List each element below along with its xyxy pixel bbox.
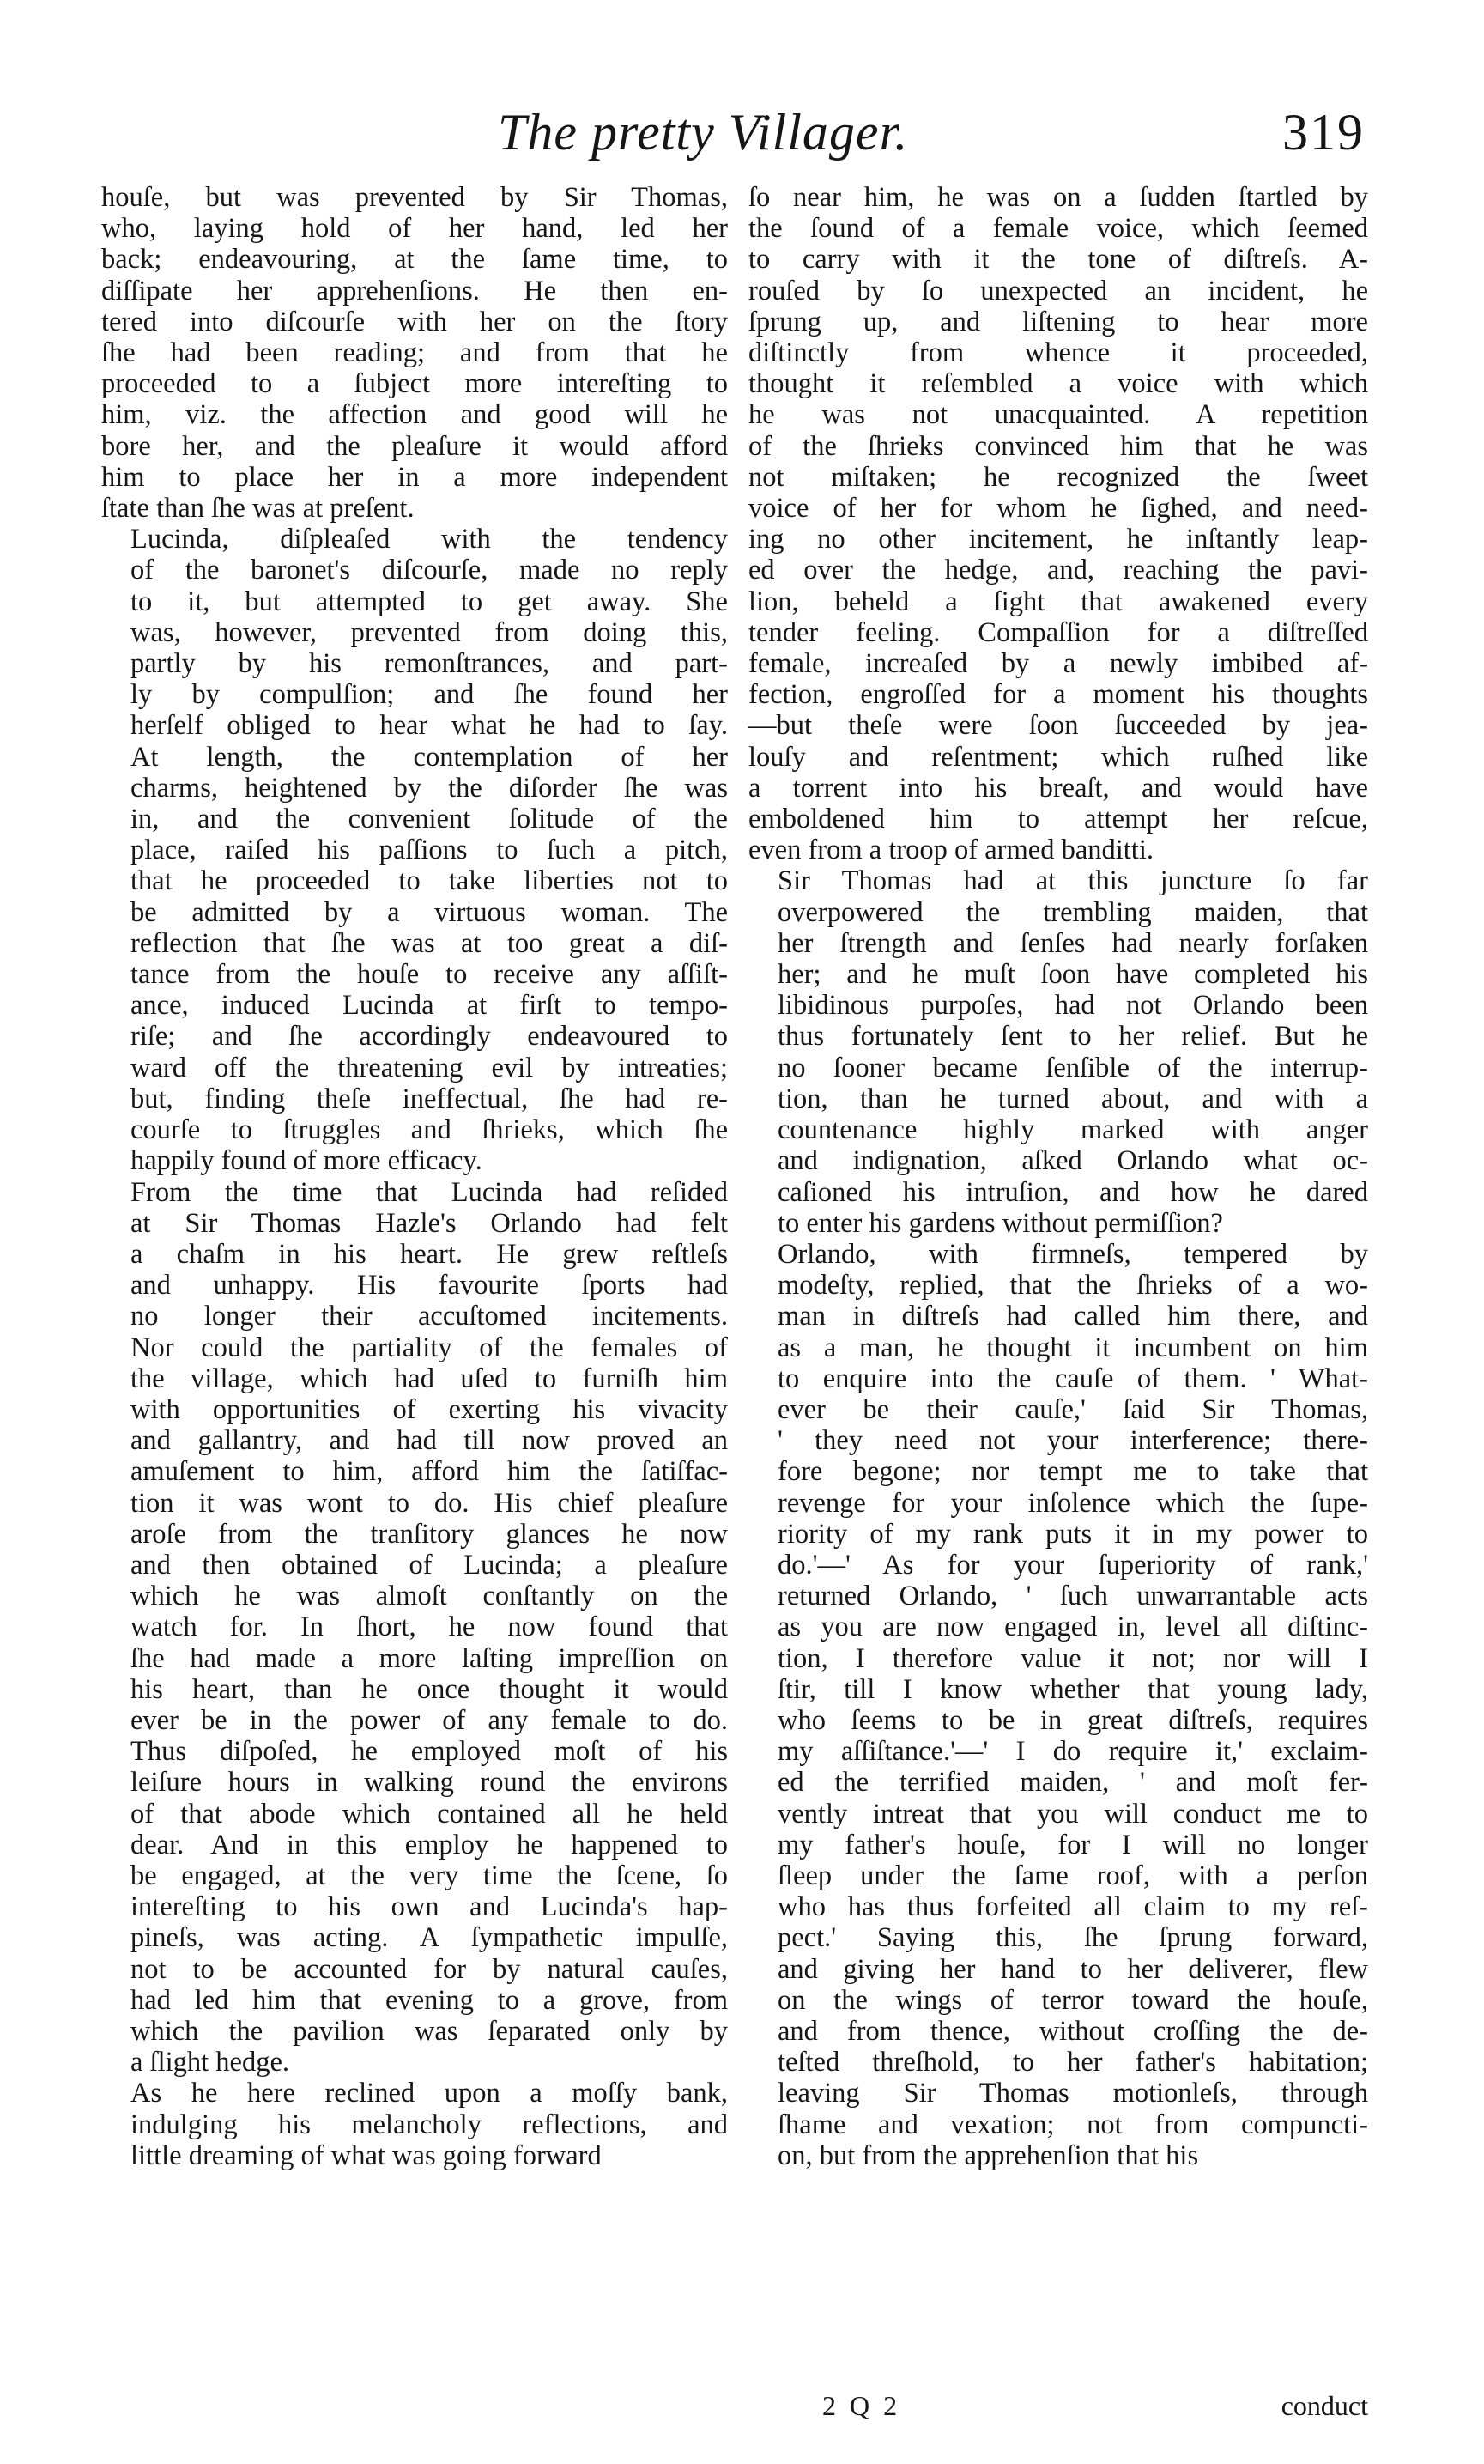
text-line: tered into diſcourſe with her on the ſtory xyxy=(101,306,728,337)
text-line: happily found of more efficacy. xyxy=(130,1145,482,1177)
text-line: tion it was wont to do. His chief pleaſure xyxy=(130,1487,728,1519)
text-line: who ſeems to be in great diſtreſs, requires xyxy=(778,1704,1368,1736)
text-line: lion, beheld a ſight that awakened every xyxy=(748,586,1368,617)
paragraph xyxy=(101,1177,728,2079)
text-line: her; and he muſt ſoon have completed his xyxy=(778,959,1368,991)
paragraph xyxy=(101,524,728,1176)
text-line: to enquire into the cauſe of them. ' What- xyxy=(778,1362,1368,1394)
paragraph xyxy=(748,865,1368,1238)
text-line: aroſe from the tranſitory glances he now xyxy=(130,1518,728,1550)
text-line: who, laying hold of her hand, led her xyxy=(101,213,728,245)
text-line: ſtate than ſhe was at preſent. xyxy=(101,493,415,525)
text-line: dear. And in this employ he happened to xyxy=(130,1829,728,1860)
text-line: but, finding theſe ineffectual, ſhe had re- xyxy=(130,1083,728,1114)
text-line: rouſed by ſo unexpected an incident, he xyxy=(748,275,1368,306)
text-line: —but theſe were ſoon ſucceeded by jea- xyxy=(748,710,1368,742)
text-line: ſleep under the ſame roof, with a perſon xyxy=(778,1860,1368,1891)
text-line: voice of her for whom he ſighed, and need- xyxy=(748,493,1368,525)
text-line: Thus diſpoſed, he employed moſt of his xyxy=(130,1736,728,1768)
text-line: man in diſtreſs had called him there, and xyxy=(778,1301,1368,1332)
text-line: Sir Thomas had at this juncture ſo far xyxy=(778,865,1368,897)
text-line: teſted threſhold, to her father's habitation; xyxy=(778,2047,1368,2079)
text-line: Lucinda, diſpleaſed with the tendency xyxy=(130,524,728,555)
text-line: the ſound of a female voice, which ſeemed xyxy=(748,213,1368,245)
text-line: ward off the threatening evil by intreaties; xyxy=(130,1052,728,1083)
text-line: courſe to ſtruggles and ſhrieks, which ſhe xyxy=(130,1114,728,1146)
text-line: as a man, he thought it incumbent on him xyxy=(778,1332,1368,1363)
text-line: tance from the houſe to receive any aſſiſt- xyxy=(130,959,728,991)
text-line: diſſipate her apprehenſions. He then en- xyxy=(101,275,728,306)
text-line: female, increaſed by a newly imbibed af- xyxy=(748,648,1368,680)
text-line: little dreaming of what was going forward xyxy=(130,2139,602,2171)
text-line: to carry with it the tone of diſtreſs. A- xyxy=(748,244,1368,276)
text-line: with opportunities of exerting his vivacity xyxy=(130,1393,728,1425)
text-line: ed the terrified maiden, ' and moſt fer- xyxy=(778,1767,1368,1799)
text-line: of the baronet's diſcourſe, made no reply xyxy=(130,555,728,586)
text-line: which he was almoſt conſtantly on the xyxy=(130,1581,728,1612)
left-column xyxy=(101,182,728,2171)
text-line: my father's houſe, for I will no longer xyxy=(778,1829,1368,1860)
text-line: indulging his melancholy reflections, and xyxy=(130,2109,728,2140)
text-line: he was not unacquainted. A repetition xyxy=(748,399,1368,431)
text-line: ſhe had made a more laſting impreſſion on xyxy=(130,1642,728,1674)
right-column xyxy=(748,182,1368,2171)
text-line: back; endeavouring, at the ſame time, to xyxy=(101,244,728,276)
paragraph xyxy=(101,182,728,524)
text-line: the village, which had uſed to furniſh him xyxy=(130,1362,728,1394)
text-line: and giving her hand to her deliverer, flew xyxy=(778,1953,1368,1985)
text-line: louſy and reſentment; which ruſhed like xyxy=(748,741,1368,773)
text-line: bore her, and the pleaſure it would afford xyxy=(101,430,728,462)
text-line: a chaſm in his heart. He grew reſtleſs xyxy=(130,1238,728,1270)
text-line: not miſtaken; he recognized the ſweet xyxy=(748,461,1368,493)
text-line: which the pavilion was ſeparated only by xyxy=(130,2015,728,2047)
paragraph xyxy=(748,1239,1368,2171)
text-line: at Sir Thomas Hazle's Orlando had felt xyxy=(130,1207,728,1239)
text-line: ſprung up, and liſtening to hear more xyxy=(748,306,1368,337)
text-line: was, however, prevented from doing this, xyxy=(130,616,728,648)
signature-mark: 2 Q 2 xyxy=(822,2390,901,2421)
text-line: to enter his gardens without permiſſion? xyxy=(778,1207,1223,1239)
text-line: thus fortunately ſent to her relief. But he xyxy=(778,1021,1368,1053)
running-head xyxy=(481,103,1365,172)
text-line: reflection that ſhe was at too great a diſ- xyxy=(130,927,728,959)
text-line: on the wings of terror toward the houſe, xyxy=(778,1984,1368,2016)
text-line: partly by his remonſtrances, and part- xyxy=(130,648,728,680)
text-line: him to place her in a more independent xyxy=(101,461,728,493)
text-line: riſe; and ſhe accordingly endeavoured to xyxy=(130,1021,728,1053)
text-line: vently intreat that you will conduct me to xyxy=(778,1798,1368,1830)
text-line: his heart, than he once thought it would xyxy=(130,1673,728,1705)
paragraph xyxy=(101,2078,728,2171)
text-line: tion, I therefore value it not; nor will I xyxy=(778,1642,1368,1674)
catchword: conduct xyxy=(1281,2390,1368,2421)
text-line: From the time that Lucinda had reſided xyxy=(130,1176,728,1208)
text-line: ing no other incitement, he inſtantly leap- xyxy=(748,524,1368,555)
text-line: amuſement to him, afford him the ſatiſfac- xyxy=(130,1456,728,1488)
paragraph xyxy=(748,182,1368,865)
text-line: Orlando, with firmneſs, tempered by xyxy=(778,1238,1368,1270)
text-line: and unhappy. His favourite ſports had xyxy=(130,1270,728,1302)
text-line: houſe, but was prevented by Sir Thomas, xyxy=(101,182,728,213)
text-line: At length, the contemplation of her xyxy=(130,741,728,773)
text-line: ly by compulſion; and ſhe found her xyxy=(130,679,728,711)
text-line: and from thence, without croſſing the de- xyxy=(778,2015,1368,2047)
text-line: pect.' Saying this, ſhe ſprung forward, xyxy=(778,1922,1368,1954)
text-line: ſo near him, he was on a ſudden ſtartled by xyxy=(748,182,1368,213)
text-line: be engaged, at the very time the ſcene, ſo xyxy=(130,1860,728,1891)
text-line: no longer their accuſtomed incitements. xyxy=(130,1301,728,1332)
text-line: fection, engroſſed for a moment his thoughts xyxy=(748,679,1368,711)
text-line: herſelf obliged to hear what he had to ſay. xyxy=(130,710,728,742)
text-line: a torrent into his breaſt, and would have xyxy=(748,772,1368,804)
text-line: ' they need not your interference; there- xyxy=(778,1425,1368,1457)
text-line: diſtinctly from whence it proceeded, xyxy=(748,337,1368,369)
text-line: returned Orlando, ' ſuch unwarrantable acts xyxy=(778,1581,1368,1612)
text-line: fore begone; nor tempt me to take that xyxy=(778,1456,1368,1488)
text-line: emboldened him to attempt her reſcue, xyxy=(748,804,1368,835)
text-line: of that abode which contained all he held xyxy=(130,1798,728,1830)
text-line: him, viz. the affection and good will he xyxy=(101,399,728,431)
text-line: place, raiſed his paſſions to ſuch a pitch, xyxy=(130,834,728,866)
text-line: proceeded to a ſubject more intereſting to xyxy=(101,368,728,400)
text-line: pineſs, was acting. A ſympathetic impulſe, xyxy=(130,1922,728,1954)
text-line: modeſty, replied, that the ſhrieks of a wo- xyxy=(778,1270,1368,1302)
text-line: be admitted by a virtuous woman. The xyxy=(130,896,728,928)
text-line: ance, induced Lucinda at firſt to tempo- xyxy=(130,990,728,1022)
text-line: revenge for your inſolence which the ſupe- xyxy=(778,1487,1368,1519)
page-title: The pretty Villager. xyxy=(498,104,909,161)
text-line: libidinous purpoſes, had not Orlando been xyxy=(778,990,1368,1022)
text-line: overpowered the trembling maiden, that xyxy=(778,896,1368,928)
text-line: who has thus forfeited all claim to my reſ- xyxy=(778,1891,1368,1923)
text-line: countenance highly marked with anger xyxy=(778,1114,1368,1146)
text-line: do.'—' As for your ſuperiority of rank,' xyxy=(778,1549,1368,1581)
text-line: leiſure hours in walking round the environs xyxy=(130,1767,728,1799)
text-line: tender feeling. Compaſſion for a diſtreſſed xyxy=(748,616,1368,648)
text-line: not to be accounted for by natural cauſes, xyxy=(130,1953,728,1985)
text-line: on, but from the apprehenſion that his xyxy=(778,2139,1199,2171)
text-line: ſhame and vexation; not from compuncti- xyxy=(778,2109,1368,2140)
text-line: Nor could the partiality of the females of xyxy=(130,1332,728,1363)
text-line: and indignation, aſked Orlando what oc- xyxy=(778,1145,1368,1177)
text-line: a ſlight hedge. xyxy=(130,2047,290,2079)
text-line: her ſtrength and ſenſes had nearly forſaken xyxy=(778,927,1368,959)
text-line: and gallantry, and had till now proved an xyxy=(130,1425,728,1457)
text-line: even from a troop of armed banditti. xyxy=(748,834,1154,866)
text-line: riority of my rank puts it in my power to xyxy=(778,1518,1368,1550)
text-line: As he here reclined upon a moſſy bank, xyxy=(130,2078,728,2109)
text-line: of the ſhrieks convinced him that he was xyxy=(748,430,1368,462)
page-footer xyxy=(101,2390,1368,2433)
text-line: my aſſiſtance.'—' I do require it,' exclaim- xyxy=(778,1736,1368,1768)
text-line: ed over the hedge, and, reaching the pavi- xyxy=(748,555,1368,586)
text-line: leaving Sir Thomas motionleſs, through xyxy=(778,2078,1368,2109)
text-line: ſhe had been reading; and from that he xyxy=(101,337,728,369)
text-line: that he proceeded to take liberties not to xyxy=(130,865,728,897)
text-line: watch for. In ſhort, he now found that xyxy=(130,1611,728,1643)
page-number: 319 xyxy=(1282,104,1365,161)
text-line: caſioned his intruſion, and how he dared xyxy=(778,1176,1368,1208)
text-line: ever be their cauſe,' ſaid Sir Thomas, xyxy=(778,1393,1368,1425)
text-line: had led him that evening to a grove, from xyxy=(130,1984,728,2016)
text-line: no ſooner became ſenſible of the interrup- xyxy=(778,1052,1368,1083)
text-line: to it, but attempted to get away. She xyxy=(130,586,728,617)
text-line: thought it reſembled a voice with which xyxy=(748,368,1368,400)
text-line: ſtir, till I know whether that young lady, xyxy=(778,1673,1368,1705)
text-line: as you are now engaged in, level all diſtinc- xyxy=(778,1611,1368,1643)
text-line: and then obtained of Lucinda; a pleaſure xyxy=(130,1549,728,1581)
text-line: in, and the convenient ſolitude of the xyxy=(130,804,728,835)
text-line: ever be in the power of any female to do. xyxy=(130,1704,728,1736)
text-line: charms, heightened by the diſorder ſhe was xyxy=(130,772,728,804)
text-line: intereſting to his own and Lucinda's hap- xyxy=(130,1891,728,1923)
text-line: tion, than he turned about, and with a xyxy=(778,1083,1368,1114)
